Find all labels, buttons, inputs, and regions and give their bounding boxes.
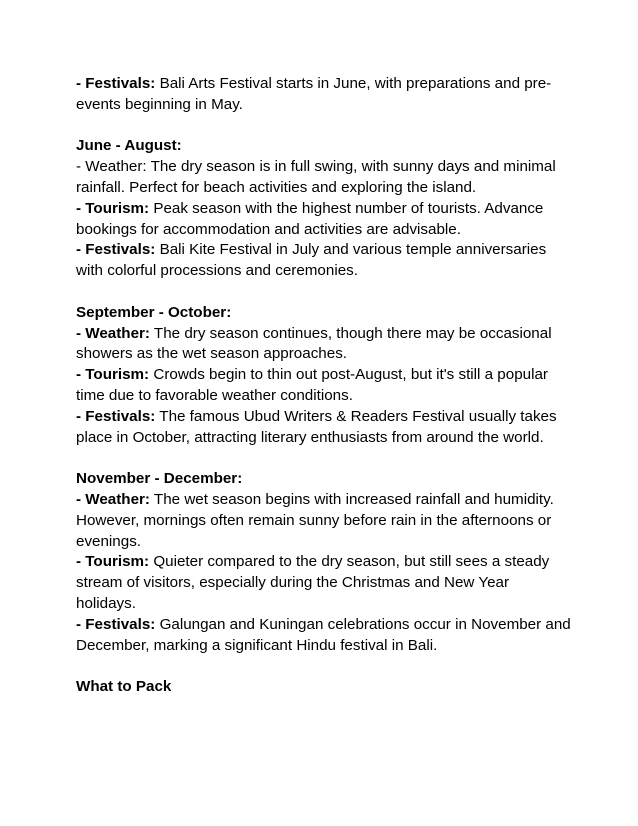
- weather-item: [76, 490, 571, 552]
- item-text: - Weather: The dry season is in full swing, with sunny days and minimal rainfall. Perfect for beach activities and exploring the island.: [76, 158, 556, 196]
- festivals-item: [76, 615, 571, 657]
- item-label: - Tourism:: [76, 553, 150, 571]
- document-page: [76, 74, 571, 698]
- item-text: Peak season with the highest number of tourists. Advance bookings for accommodation and activities are advisable.: [76, 199, 544, 238]
- item-label: - Festivals:: [76, 241, 156, 259]
- item-text: The famous Ubud Writers & Readers Festival usually takes place in October, attracting literary enthusiasts from around the world.: [76, 407, 557, 446]
- section-what-to-pack: [76, 677, 571, 698]
- item-text: Crowds begin to thin out post-August, but it's still a popular time due to favorable weather conditions.: [76, 366, 548, 404]
- item-text: The dry season continues, though there may be occasional showers as the wet season approaches.: [76, 324, 552, 363]
- item-label: - Weather:: [76, 324, 150, 342]
- festivals-item: [76, 74, 571, 116]
- tourism-item: [76, 552, 571, 614]
- section-heading: September - October:: [76, 303, 232, 321]
- weather-item: [76, 324, 571, 366]
- section-heading: November - December:: [76, 470, 243, 488]
- festivals-item: [76, 407, 571, 449]
- item-text: Quieter compared to the dry season, but still sees a steady stream of visitors, especially during the Christmas and New Year holidays.: [76, 553, 550, 612]
- item-text: The wet season begins with increased rainfall and humidity. However, mornings often remain sunny before rain in the afternoons or evenings.: [76, 490, 554, 550]
- tourism-item: [76, 365, 571, 407]
- section-june-august: [76, 136, 571, 282]
- section-november-december: [76, 469, 571, 656]
- item-label: - Weather:: [76, 490, 150, 508]
- item-text: Bali Kite Festival in July and various temple anniversaries with colorful processions and ceremonies.: [76, 241, 547, 280]
- item-label: - Tourism:: [76, 366, 150, 384]
- section-heading: June - August:: [76, 137, 182, 155]
- tourism-item: [76, 199, 571, 241]
- item-label: - Festivals:: [76, 75, 156, 92]
- item-label: - Festivals:: [76, 615, 156, 633]
- item-text: Galungan and Kuningan celebrations occur in November and December, marking a significant Hindu festival in Bali.: [76, 615, 571, 654]
- item-label: - Tourism:: [76, 199, 150, 217]
- section-september-october: [76, 303, 571, 449]
- festivals-item: [76, 240, 571, 282]
- weather-item: [76, 157, 571, 199]
- section-heading: What to Pack: [76, 678, 172, 696]
- item-text: Bali Arts Festival starts in June, with preparations and pre-events beginning in May.: [76, 75, 552, 113]
- item-label: - Festivals:: [76, 407, 156, 425]
- section-festivals-intro: [76, 74, 571, 116]
